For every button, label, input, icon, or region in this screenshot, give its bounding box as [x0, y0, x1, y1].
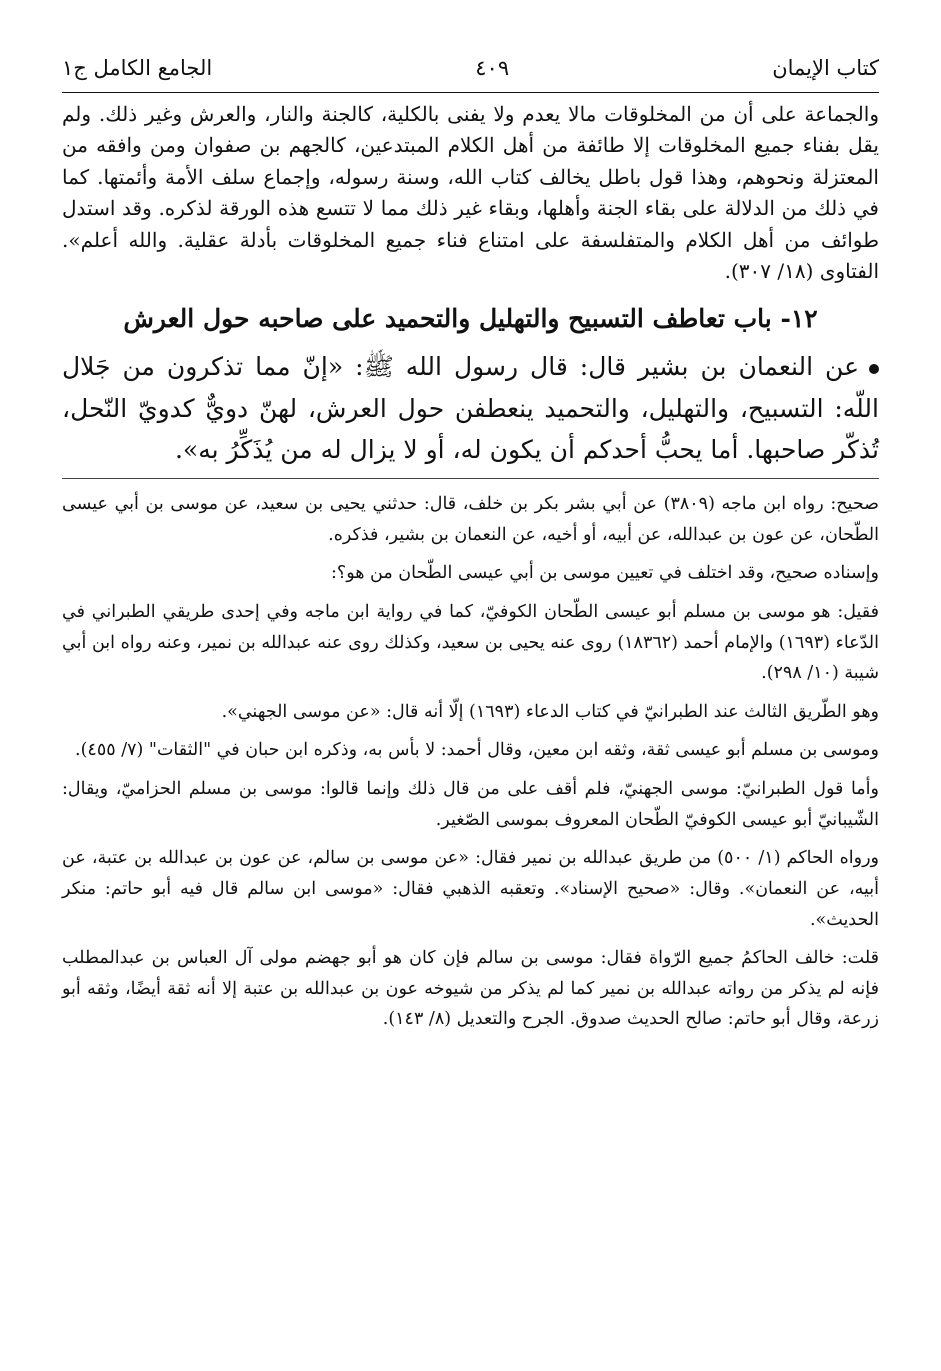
commentary-paragraph: وهو الطّريق الثالث عند الطبرانيّ في كتاب الدعاء (١٦٩٣) إلّا أنه قال: «عن موسى الجهني». [221, 701, 879, 722]
commentary-block [62, 489, 879, 1035]
commentary-paragraph: ورواه الحاكم (١/ ٥٠٠) من طريق عبدالله بن نمير فقال: «عن موسى بن سالم، عن عون بن عبدالله بن عتبة، عن أبيه، عن النعمان». وقال: «صحيح الإسناد». وتعقبه الذهبي فقال: «موسى ابن سالم قال فيه أبو حاتم: منكر الحديث». [62, 848, 879, 930]
commentary-paragraph: فقيل: هو موسى بن مسلم أبو عيسى الطّحان الكوفيّ، كما في رواية ابن ماجه وفي إحدى طريقي الطبراني في الدّعاء (١٦٩٣) والإمام أحمد (١٨٣٦٢) روى عنه يحيى بن سعيد، وكذلك روى عنه عبدالله بن نمير، وعنه رواه ابن أبي شيبة (١٠/ ٢٩٨). [62, 601, 879, 684]
commentary-paragraph: قلت: خالف الحاكمُ جميع الرّواة فقال: موسى بن سالم فإن كان هو أبو جهضم مولى آل العباس بن عبدالمطلب فإنه لم يذكر من رواته عبدالله بن نمير كما لم يذكر من شيوخه عون بن عبدالله بن عتبة إلا أنه ثقة أيضًا، وثقه أبو زرعة، وقال أبو حاتم: صالح الحديث صدوق. الجرح والتعديل (٨/ ١٤٣). [62, 948, 879, 1030]
hadith-text [62, 346, 879, 470]
series-title: الجامع الكامل ج١ [62, 56, 213, 80]
header-rule [62, 92, 879, 93]
commentary-paragraph: وموسى بن مسلم أبو عيسى ثقة، وثقه ابن معين، وقال أحمد: لا بأس به، وذكره ابن حبان في "الثقات" (٧/ ٤٥٥). [75, 740, 879, 761]
bullet-icon [869, 364, 879, 374]
book-title: كتاب الإيمان [772, 56, 879, 80]
hadith-body: عن النعمان بن بشير قال: قال رسول الله ﷺ: «إنّ مما تذكرون من جَلال اللّه: التسبيح، والتهليل، والتحميد ينعطفن حول العرش، لهنّ دويٌّ كدويّ النّحل، تُذكّر صاحبها. أما يحبُّ أحدكم أن يكون له، أو لا يزال له من يُذَكِّرُ به». [62, 352, 879, 464]
body-paragraph: والجماعة على أن من المخلوقات مالا يعدم ولا يفنى بالكلية، كالجنة والنار، والعرش وغير ذلك. ولم يقل بفناء جميع المخلوقات إلا طائفة من أهل الكلام المبتدعين، كالجهم بن صفوان ومن وافقه من المعتزلة ونحوهم، وهذا قول باطل يخالف كتاب الله، وسنة رسوله، وإجماع سلف الأمة وأئمتها. كما في ذلك من الدلالة على بقاء الجنة وأهلها، وبقاء غير ذلك مما لا تتسع هذه الورقة لذكره. وقد استدل طوائف من أهل الكلام والمتفلسفة على امتناع فناء جميع المخلوقات بأدلة عقلية. والله أعلم». الفتاوى (١٨/ ٣٠٧). [62, 102, 879, 283]
section-divider [62, 478, 879, 479]
page-number: ٤٠٩ [475, 56, 510, 80]
commentary-paragraph: صحيح: رواه ابن ماجه (٣٨٠٩) عن أبي بشر بكر بن خلف، قال: حدثني يحيى بن سعيد، عن موسى بن أبي عيسى الطّحان، عن عون بن عبدالله، عن أبيه، أو أخيه، عن النعمان بن بشير، فذكره. [62, 494, 879, 545]
page-header [62, 56, 879, 92]
top-text-block [62, 99, 879, 287]
commentary-paragraph: وأما قول الطبرانيّ: موسى الجهنيّ، فلم أقف على من قال ذلك وإنما قالوا: موسى بن مسلم الحزاميّ، ويقال: الشّيبانيّ أبو عيسى الكوفيّ الطّحان المعروف بموسى الصّغير. [62, 779, 879, 830]
chapter-title: ١٢- باب تعاطف التسبيح والتهليل والتحميد على صاحبه حول العرش [123, 304, 818, 334]
commentary-paragraph: وإسناده صحيح، وقد اختلف في تعيين موسى بن أبي عيسى الطّحان من هو؟: [331, 563, 879, 584]
